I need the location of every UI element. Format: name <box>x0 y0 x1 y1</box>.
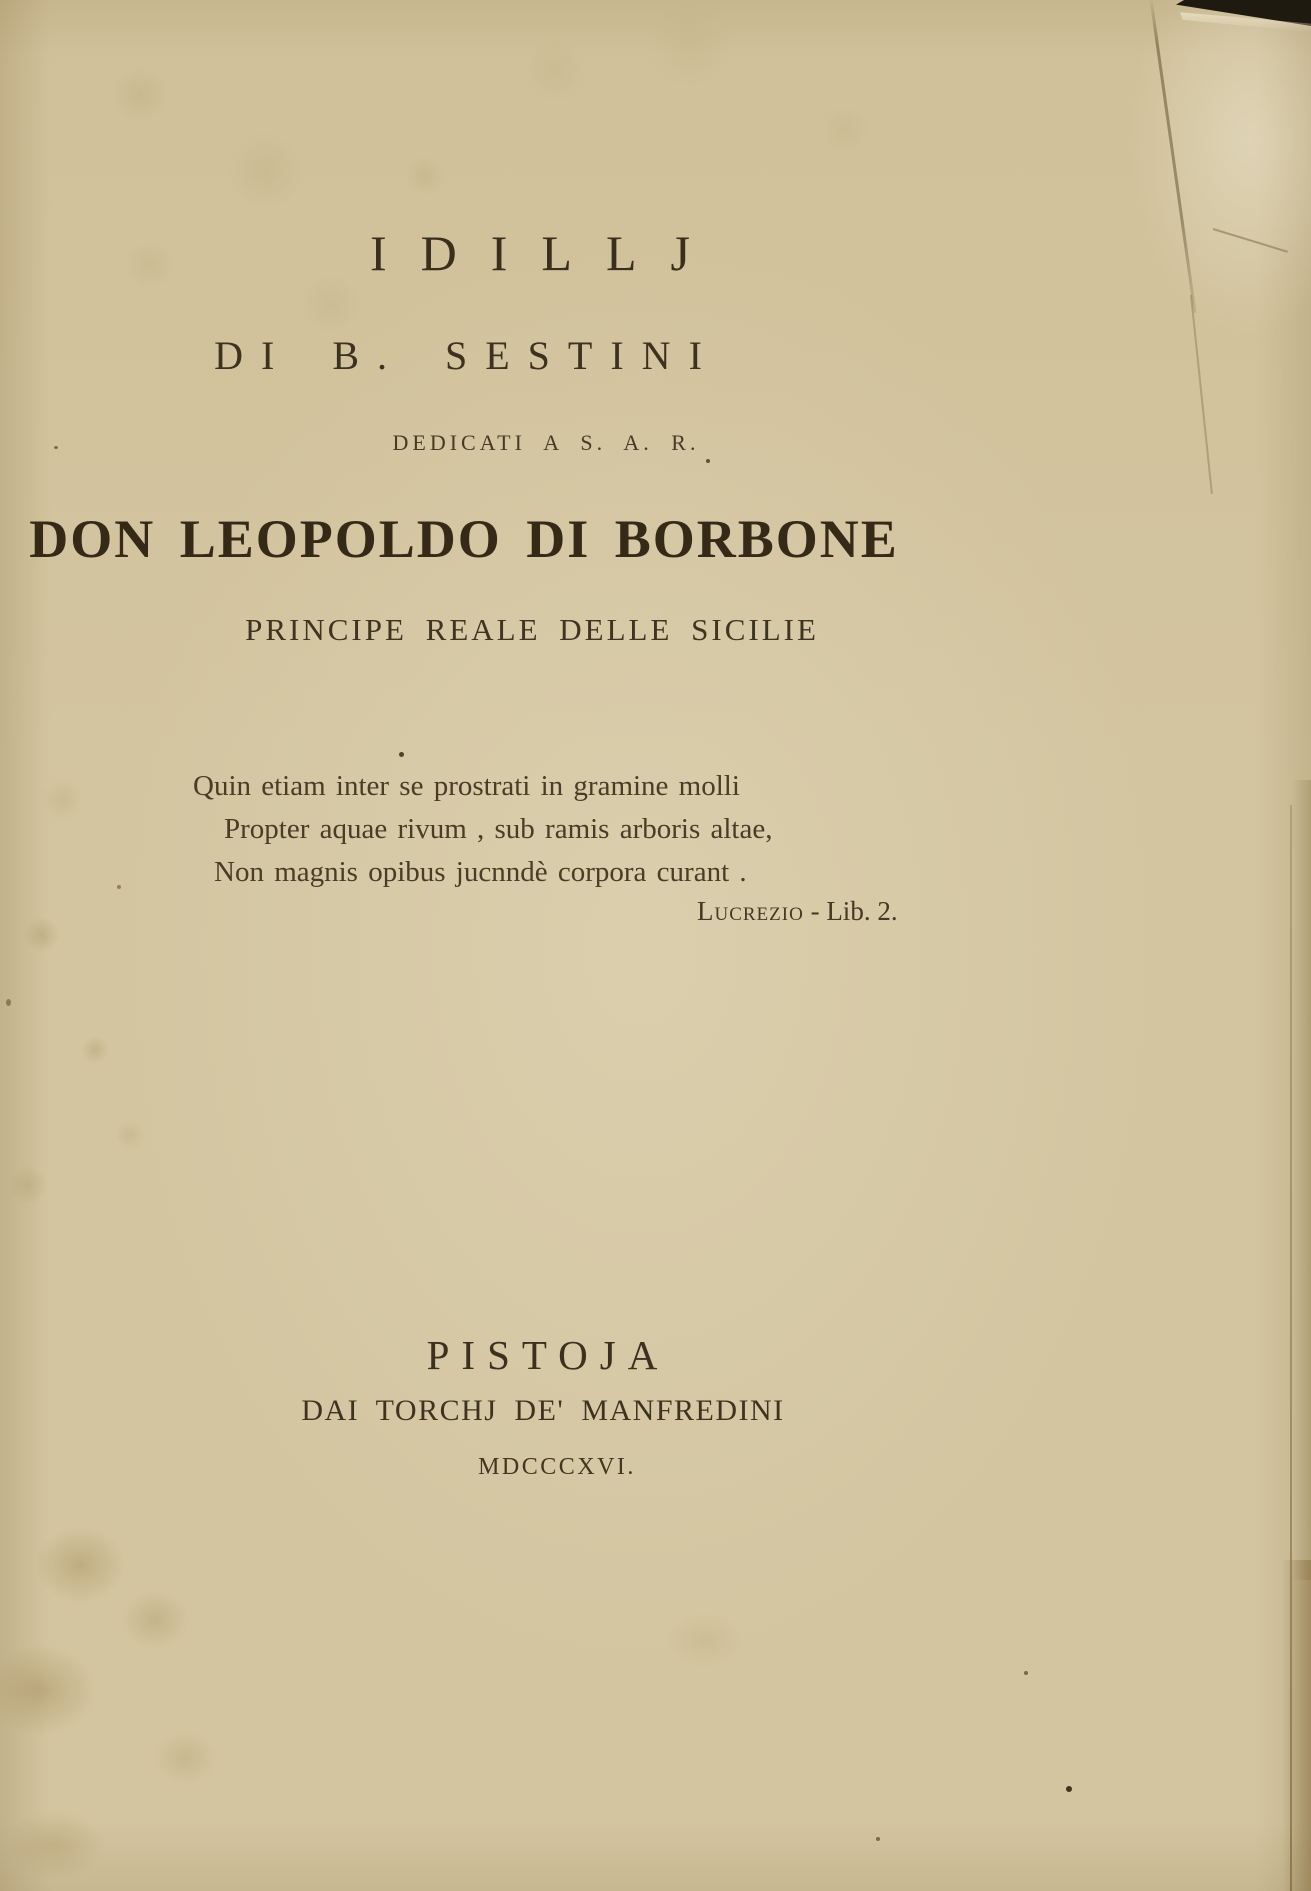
imprint-publisher: DAI TORCHJ DE' MANFREDINI <box>301 1394 785 1427</box>
ink-speck <box>706 459 710 463</box>
epigraph-attribution <box>697 896 898 927</box>
dedicatee-title: PRINCIPE REALE DELLE SICILIE <box>245 612 819 647</box>
ink-speck <box>54 446 58 449</box>
imprint-year: MDCCCXVI. <box>478 1454 636 1480</box>
epigraph-author: Lucrezio <box>697 896 804 926</box>
ink-speck <box>399 752 404 757</box>
imprint-city: PISTOJA <box>426 1332 670 1378</box>
crease-line <box>1190 295 1213 494</box>
dedication-line: DEDICATI A S. A. R. <box>392 430 700 455</box>
crease-line <box>1213 228 1288 253</box>
epigraph-line: Quin etiam inter se prostrati in gramine molli <box>193 770 740 802</box>
ink-speck <box>1066 1786 1072 1792</box>
book-title: IDILLJ <box>370 225 724 281</box>
ink-speck <box>6 999 11 1006</box>
epigraph-line: Propter aquae rivum , sub ramis arboris altae, <box>224 813 773 845</box>
torn-paper-edge <box>1180 10 1311 32</box>
corner-tear <box>1176 0 1311 26</box>
epigraph-line: Non magnis opibus jucnndè corpora curant . <box>214 856 747 888</box>
ink-speck <box>1024 1671 1028 1675</box>
page-edge-line <box>1290 805 1292 1891</box>
dedicatee-name: DON LEOPOLDO DI BORBONE <box>29 509 899 569</box>
page-edge-shadow <box>1292 780 1311 1580</box>
ink-speck <box>117 885 121 889</box>
author-line: DI B. SESTINI <box>214 333 720 378</box>
ink-speck <box>876 1837 880 1841</box>
epigraph-book-ref: - Lib. 2. <box>810 896 898 926</box>
page-edge-shadow <box>1282 1560 1311 1891</box>
crease-line <box>1149 0 1197 313</box>
